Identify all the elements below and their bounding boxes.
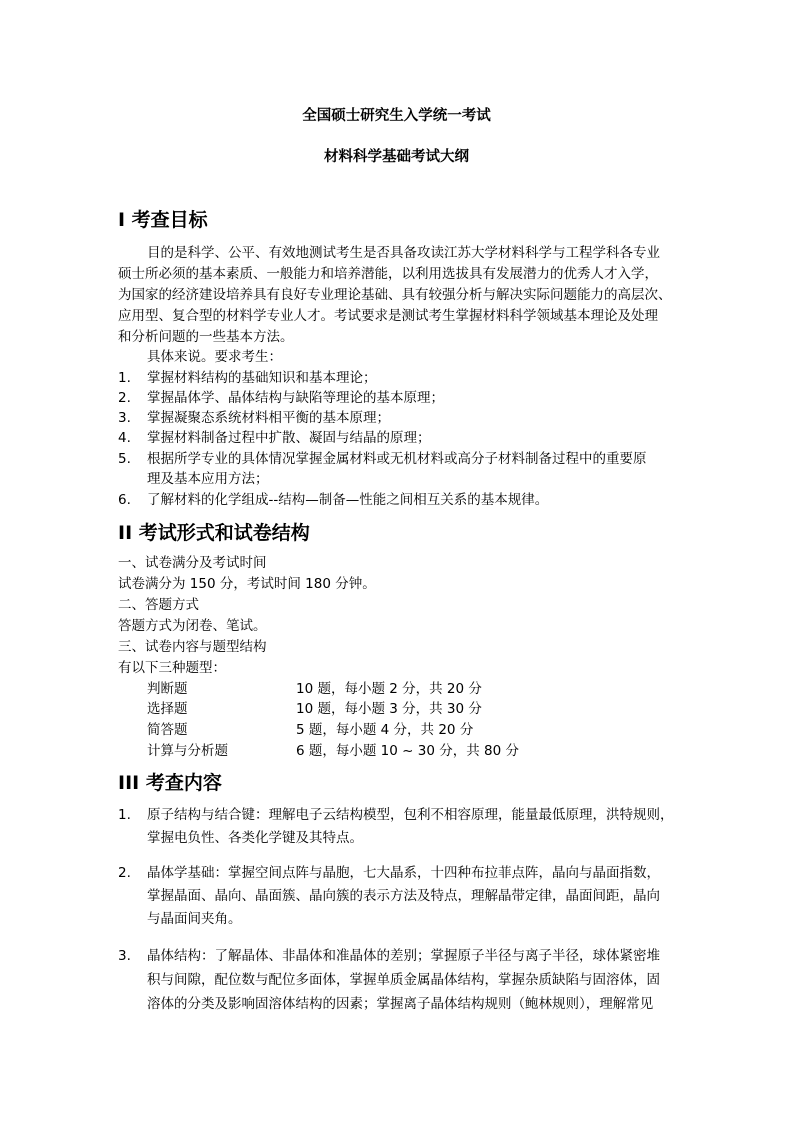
content-line: 晶体学基础：掌握空间点阵与晶胞，七大晶系，十四种布拉菲点阵，晶向与晶面指数， <box>147 865 660 881</box>
paragraph-line: 应用型、复合型的材料学专业人才。考试要求是测试考生掌握材料科学领域基本理论及处理 <box>118 308 658 324</box>
list-item: 掌握材料结构的基础知识和基本理论； <box>147 370 377 386</box>
list-item: 掌握晶体学、晶体结构与缺陷等理论的基本原理； <box>147 390 444 406</box>
list-number: 2. <box>118 865 131 881</box>
list-number: 4. <box>118 430 131 446</box>
paragraph-line: 目的是科学、公平、有效地测试考生是否具备攻读江苏大学材料科学与工程学科各专业 <box>147 245 660 261</box>
content-line: 掌握晶面、晶向、晶面簇、晶向簇的表示方法及特点，理解晶带定律，晶面间距，晶向 <box>147 888 660 904</box>
text-line: 二、答题方式 <box>118 597 199 613</box>
paragraph-line: 硕士所必须的基本素质、一般能力和培养潜能，以利用选拔具有发展潜力的优秀人才入学， <box>118 266 658 282</box>
question-type-desc: 6 题，每小题 10 ~ 30 分，共 80 分 <box>296 743 519 759</box>
list-number: 1. <box>118 370 131 386</box>
question-type-name: 选择题 <box>147 701 188 717</box>
text-line: 三、试卷内容与题型结构 <box>118 639 267 655</box>
list-number: 6. <box>118 492 131 508</box>
paragraph-line: 具体来说。要求考生： <box>147 349 282 365</box>
list-number: 5. <box>118 451 131 467</box>
content-line: 原子结构与结合键：理解电子云结构模型，包利不相容原理，能量最低原理，洪特规则， <box>147 807 674 823</box>
text-line: 答题方式为闭卷、笔试。 <box>118 618 267 634</box>
list-item-continuation: 理及基本应用方法； <box>147 471 269 487</box>
text-line: 一、试卷满分及考试时间 <box>118 555 267 571</box>
list-item: 掌握材料制备过程中扩散、凝固与结晶的原理； <box>147 430 431 446</box>
content-line: 积与间隙，配位数与配位多面体，掌握单质金属晶体结构，掌握杂质缺陷与固溶体，固 <box>147 972 660 988</box>
list-number: 3. <box>118 948 131 964</box>
question-type-desc: 10 题，每小题 3 分，共 30 分 <box>296 701 482 717</box>
question-type-name: 简答题 <box>147 722 188 738</box>
list-number: 2. <box>118 390 131 406</box>
question-type-name: 计算与分析题 <box>147 743 228 759</box>
document-subtitle: 材料科学基础考试大纲 <box>324 149 469 165</box>
list-item: 根据所学专业的具体情况掌握金属材料或无机材料或高分子材料制备过程中的重要原 <box>147 451 647 467</box>
content-line: 掌握电负性、各类化学键及其特点。 <box>147 830 363 846</box>
paragraph-line: 为国家的经济建设培养具有良好专业理论基础、具有较强分析与解决实际问题能力的高层次、 <box>118 287 672 303</box>
text-line: 有以下三种题型： <box>118 660 226 676</box>
document-title: 全国硕士研究生入学统一考试 <box>302 108 491 124</box>
section-heading: III 考查内容 <box>118 772 222 794</box>
section-heading: II 考试形式和试卷结构 <box>118 522 310 544</box>
content-line: 溶体的分类及影响固溶体结构的因素；掌握离子晶体结构规则（鲍林规则），理解常见 <box>147 996 654 1012</box>
question-type-desc: 10 题，每小题 2 分，共 20 分 <box>296 681 482 697</box>
section-heading: I 考查目标 <box>118 209 208 231</box>
paragraph-line: 和分析问题的一些基本方法。 <box>118 329 294 345</box>
question-type-name: 判断题 <box>147 681 188 697</box>
content-line: 与晶面间夹角。 <box>147 911 242 927</box>
list-number: 1. <box>118 807 131 823</box>
list-item: 了解材料的化学组成--结构—制备—性能之间相互关系的基本规律。 <box>147 492 549 508</box>
question-type-desc: 5 题，每小题 4 分，共 20 分 <box>296 722 474 738</box>
content-line: 晶体结构：了解晶体、非晶体和准晶体的差别；掌握原子半径与离子半径，球体紧密堆 <box>147 948 660 964</box>
list-item: 掌握凝聚态系统材料相平衡的基本原理； <box>147 410 390 426</box>
list-number: 3. <box>118 410 131 426</box>
text-line: 试卷满分为 150 分，考试时间 180 分钟。 <box>118 576 376 592</box>
